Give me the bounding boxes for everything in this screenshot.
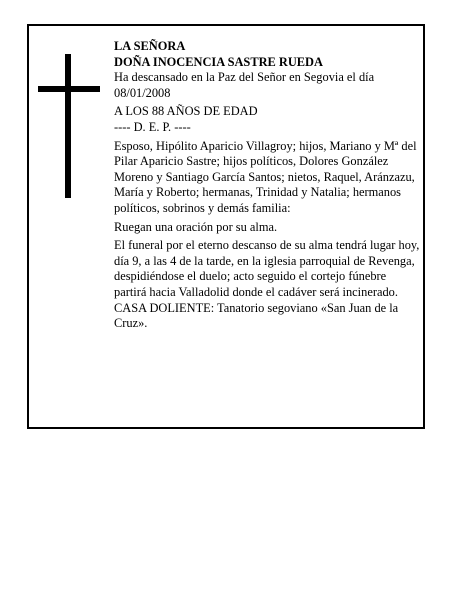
death-statement: Ha descansado en la Paz del Señor en Segovia el día 08/01/2008 (114, 70, 375, 100)
casa-doliente: CASA DOLIENTE: Tanatorio segoviano «San Juan de la Cruz». (114, 300, 399, 331)
latin-cross-icon (38, 54, 100, 198)
prayer-line: Ruegan una oración por su alma. (114, 219, 278, 234)
obituary-text (114, 39, 420, 332)
cross-vertical-bar (65, 54, 71, 198)
deceased-name: DOÑA INOCENCIA SASTRE RUEDA (114, 54, 323, 69)
title-line-1: LA SEÑORA (114, 39, 186, 53)
rip-line: ---- D. E. P. ---- (114, 119, 191, 134)
age-line: A LOS 88 AÑOS DE EDAD (114, 104, 258, 119)
family-paragraph: Esposo, Hipólito Aparicio Villagroy; hijos, Mariano y Mª del Pilar Aparicio Sastre; hijos políticos, Dolores González Moreno y Santiago García Santos; nietos, Raquel, Aránzazu, María y Roberto; hermanas, Trinidad y Natalia; hermanos políticos, sobrinos y demás familia: (114, 138, 417, 215)
cross-horizontal-bar (38, 86, 100, 92)
funeral-paragraph: El funeral por el eterno descanso de su alma tendrá lugar hoy, día 9, a las 4 de la tarde, en la iglesia parroquial de Revenga, despidiéndose el duelo; acto seguido el cortejo fúnebre partirá hacia Valladolid donde el cadáver será incinerado. (114, 238, 420, 299)
